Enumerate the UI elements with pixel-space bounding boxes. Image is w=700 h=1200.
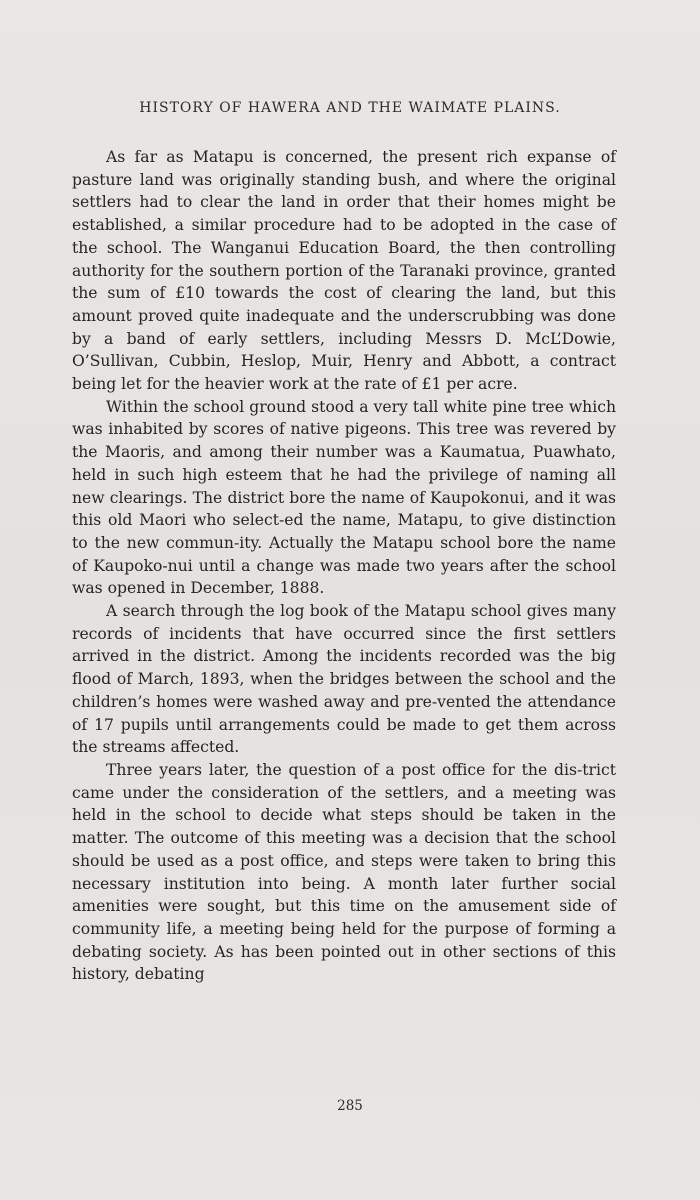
page-number: 285 [337, 1098, 363, 1114]
paragraph: Within the school ground stood a very tall white pine tree which was inhabited by scores of native pigeons. This tree was revered by the Maoris, and among their number was a Kaumatua, Puawhato, held in such high esteem that he had the privilege of naming all new clearings. The district bore the name of Kaupokonui, and it was this old Maori who select-ed the name, Matapu, to give distinction to the new commun-ity. Actually the Matapu school bore the name of Kaupoko-nui until a change was made two years after the school was opened in December, 1888. [72, 397, 616, 598]
paragraph: Three years later, the question of a post office for the dis-trict came under the consideration of the settlers, and a meeting was held in the school to decide what steps should be taken in the matter. The outcome of this meeting was a decision that the school should be used as a post office, and steps were taken to bring this necessary institution into being. A month later further social amenities were sought, but this time on the amusement side of community life, a meeting being held for the purpose of forming a debating society. As has been pointed out in other sections of this history, debating [72, 760, 616, 984]
paragraph: As far as Matapu is concerned, the present rich expanse of pasture land was originally standing bush, and where the original settlers had to clear the land in order that their homes might be established, a similar procedure had to be adopted in the case of the school. The Wanganui Education Board, the then controlling authority for the southern portion of the Taranaki province, granted the sum of £10 towards the cost of clearing the land, but this amount proved quite inadequate and the underscrubbing was done by a band of early settlers, including Messrs D. McL’Dowie, O’Sullivan, Cubbin, Heslop, Muir, Henry and Abbott, a contract being let for the heavier work at the rate of £1 per acre. [72, 148, 616, 394]
paragraph: A search through the log book of the Matapu school gives many records of incidents that have occurred since the first settlers arrived in the district. Among the incidents recorded was the big flood of March, 1893, when the bridges between the school and the children’s homes were washed away and pre-vented the attendance of 17 pupils until arrangements could be made to get them across the streams affected. [72, 602, 616, 757]
running-head: HISTORY OF HAWERA AND THE WAIMATE PLAINS. [139, 100, 561, 116]
body-text [72, 146, 616, 986]
